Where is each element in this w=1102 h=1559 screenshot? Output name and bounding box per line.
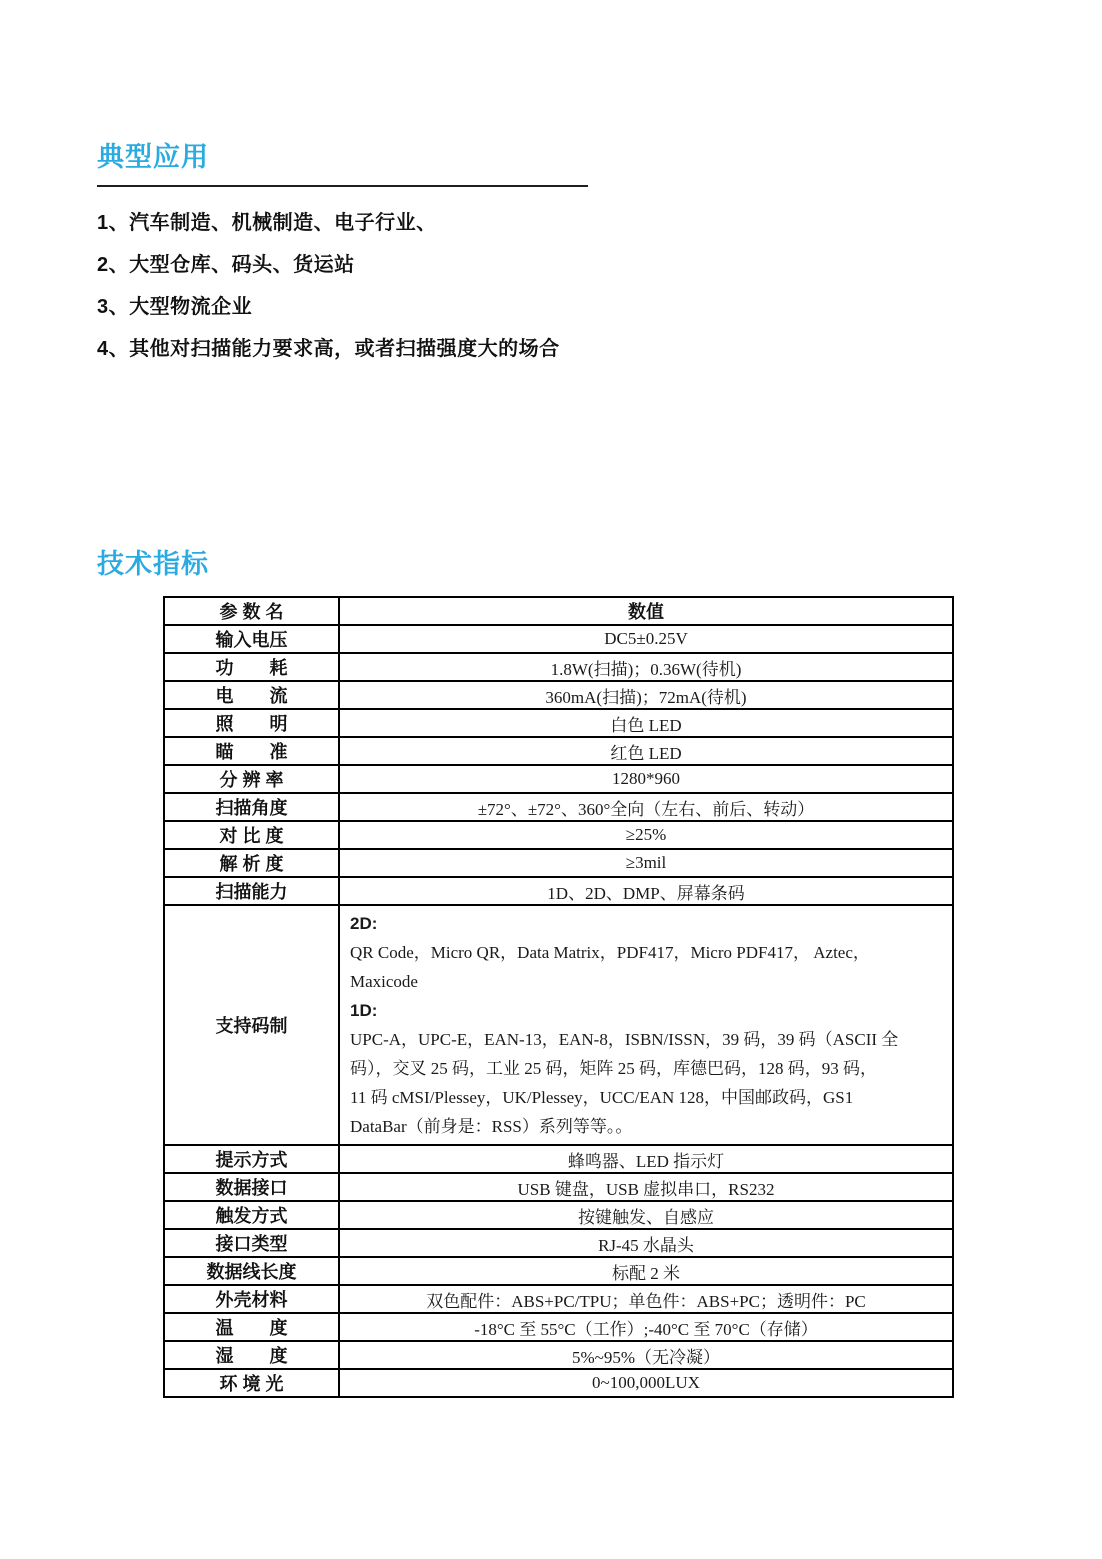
application-item: 4、其他对扫描能力要求高，或者扫描强度大的场合 — [97, 338, 560, 361]
spec-row — [164, 1229, 953, 1257]
specs-section — [97, 548, 1017, 580]
spec-value: ≥3mil — [339, 849, 953, 877]
spec-value — [339, 905, 953, 1145]
application-item: 3、大型物流企业 — [97, 296, 253, 319]
spec-param: 支持码制 — [164, 905, 339, 1145]
spec-row — [164, 681, 953, 709]
spec-param: 温 度 — [164, 1313, 339, 1341]
spec-param: 分 辨 率 — [164, 765, 339, 793]
spec-row — [164, 1173, 953, 1201]
spec-row — [164, 1341, 953, 1369]
spec-table-header-value: 数值 — [339, 597, 953, 625]
applications-section — [97, 141, 1017, 370]
spec-param: 电 流 — [164, 681, 339, 709]
spec-row — [164, 905, 953, 1145]
spec-value: ≥25% — [339, 821, 953, 849]
spec-param: 数据接口 — [164, 1173, 339, 1201]
spec-value: 360mA(扫描)；72mA(待机) — [339, 681, 953, 709]
spec-value: RJ-45 水晶头 — [339, 1229, 953, 1257]
spec-table-header-row — [164, 597, 953, 625]
application-item: 1、汽车制造、机械制造、电子行业、 — [97, 212, 437, 235]
spec-row — [164, 793, 953, 821]
spec-row — [164, 1313, 953, 1341]
spec-row — [164, 1145, 953, 1173]
spec-param: 照 明 — [164, 709, 339, 737]
spec-value: -18°C 至 55°C（工作）;-40°C 至 70°C（存储） — [339, 1313, 953, 1341]
spec-value: 双色配件：ABS+PC/TPU；单色件：ABS+PC；透明件：PC — [339, 1285, 953, 1313]
title-underline — [97, 185, 588, 187]
spec-row — [164, 653, 953, 681]
applications-list — [97, 202, 1017, 370]
applications-section-title: 典型应用 — [97, 142, 209, 172]
spec-value: ±72°、±72°、360°全向（左右、前后、转动） — [339, 793, 953, 821]
spec-row — [164, 1201, 953, 1229]
spec-value: USB 键盘，USB 虚拟串口，RS232 — [339, 1173, 953, 1201]
spec-value: 蜂鸣器、LED 指示灯 — [339, 1145, 953, 1173]
spec-value: 5%~95%（无冷凝） — [339, 1341, 953, 1369]
code-type-label: 2D: — [350, 914, 378, 933]
spec-value: 1.8W(扫描)；0.36W(待机) — [339, 653, 953, 681]
spec-value: 红色 LED — [339, 737, 953, 765]
spec-row — [164, 877, 953, 905]
spec-row — [164, 1257, 953, 1285]
spec-param: 对 比 度 — [164, 821, 339, 849]
spec-row — [164, 821, 953, 849]
spec-row — [164, 625, 953, 653]
spec-row — [164, 849, 953, 877]
spec-param: 触发方式 — [164, 1201, 339, 1229]
spec-param: 接口类型 — [164, 1229, 339, 1257]
spec-value: 按键触发、自感应 — [339, 1201, 953, 1229]
spec-row — [164, 709, 953, 737]
spec-param: 外壳材料 — [164, 1285, 339, 1313]
spec-table-header-param: 参 数 名 — [164, 597, 339, 625]
code-list-line: 11 码 cMSI/Plessey，UK/Plessey，UCC/EAN 128，中国邮政码，GS1 — [350, 1088, 854, 1107]
spec-param: 环 境 光 — [164, 1369, 339, 1397]
spec-table — [163, 596, 954, 1398]
specs-section-title: 技术指标 — [97, 549, 209, 579]
spec-param: 湿 度 — [164, 1341, 339, 1369]
spec-value: 0~100,000LUX — [339, 1369, 953, 1397]
spec-table-body — [164, 597, 953, 1397]
spec-param: 瞄 准 — [164, 737, 339, 765]
spec-param: 解 析 度 — [164, 849, 339, 877]
spec-param: 扫描能力 — [164, 877, 339, 905]
spec-param: 功 耗 — [164, 653, 339, 681]
code-type-label: 1D: — [350, 1001, 378, 1020]
spec-value: 1D、2D、DMP、屏幕条码 — [339, 877, 953, 905]
spec-row — [164, 1369, 953, 1397]
spec-param: 数据线长度 — [164, 1257, 339, 1285]
code-list-line: UPC-A，UPC-E，EAN-13，EAN-8，ISBN/ISSN，39 码，39 码（ASCII 全 — [350, 1030, 899, 1049]
spec-param: 输入电压 — [164, 625, 339, 653]
spec-value: 白色 LED — [339, 709, 953, 737]
spec-row — [164, 765, 953, 793]
spec-value: 标配 2 米 — [339, 1257, 953, 1285]
code-list-line: QR Code，Micro QR，Data Matrix，PDF417，Micro PDF417， Aztec， — [350, 943, 870, 962]
spec-row — [164, 1285, 953, 1313]
code-list-line: 码），交叉 25 码，工业 25 码，矩阵 25 码，库德巴码，128 码，93 码， — [350, 1059, 877, 1078]
spec-param: 扫描角度 — [164, 793, 339, 821]
spec-value: DC5±0.25V — [339, 625, 953, 653]
spec-param: 提示方式 — [164, 1145, 339, 1173]
spec-row — [164, 737, 953, 765]
code-list-line: Maxicode — [350, 972, 418, 991]
application-item: 2、大型仓库、码头、货运站 — [97, 254, 355, 277]
spec-value: 1280*960 — [339, 765, 953, 793]
code-list-line: DataBar（前身是：RSS）系列等等。。 — [350, 1117, 633, 1136]
